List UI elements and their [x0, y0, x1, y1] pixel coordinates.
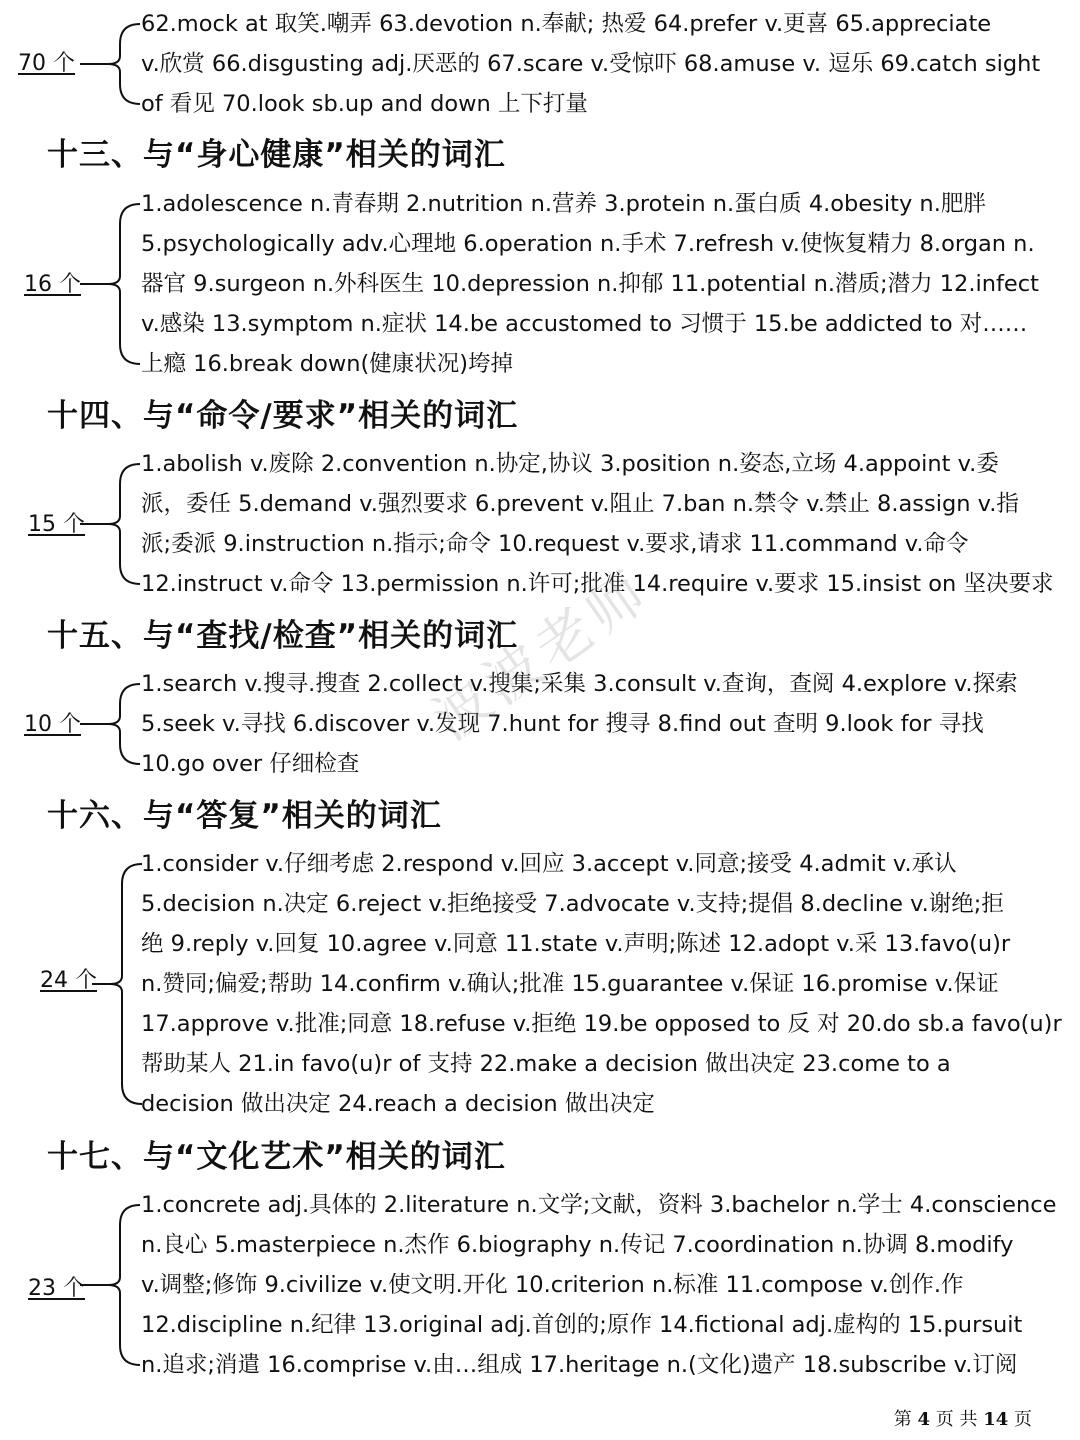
- vocab-line: v.欣赏 66.disgusting adj.厌恶的 67.scare v.受惊吓 68.amuse v. 逗乐 69.catch sight: [141, 51, 1041, 77]
- brace-icon: [78, 664, 142, 784]
- vocab-line: n.良心 5.masterpiece n.杰作 6.biography n.传记 7.coordination n.协调 8.modify: [141, 1232, 1014, 1258]
- vocab-lines: [141, 844, 1062, 1124]
- vocab-line: v.感染 13.symptom n.症状 14.be accustomed to 习惯于 15.be addicted to 对……: [141, 311, 1028, 337]
- footer-label-after: 页: [1014, 1409, 1032, 1430]
- brace-icon: [78, 184, 142, 384]
- brace-icon: [78, 444, 142, 604]
- vocab-line: 5.psychologically adv.心理地 6.operation n.手术 7.refresh v.使恢复精力 8.organ n.: [141, 231, 1035, 257]
- vocab-lines: [141, 4, 1040, 124]
- vocab-line: 绝 9.reply v.回复 10.agree v.同意 11.state v.声明;陈述 12.adopt v.采 13.favo(u)r: [141, 931, 1011, 957]
- vocab-line: 12.discipline n.纪律 13.original adj.首创的;原作 14.fictional adj.虚构的 15.pursuit: [141, 1312, 1023, 1338]
- vocab-line: 派;委派 9.instruction n.指示;命令 10.request v.要求,请求 11.command v.命令: [141, 531, 969, 557]
- vocab-lines: [141, 444, 1053, 604]
- word-count: 16 个: [24, 272, 81, 297]
- vocab-line: 器官 9.surgeon n.外科医生 10.depression n.抑郁 11.potential n.潜质;潜力 12.infect: [141, 271, 1039, 297]
- section-title-command: 十四、与“命令/要求”相关的词汇: [47, 398, 519, 434]
- brace-icon: [78, 1185, 142, 1385]
- vocab-line: decision 做出决定 24.reach a decision 做出决定: [141, 1091, 655, 1117]
- vocab-line: 1.abolish v.废除 2.convention n.协定,协议 3.position n.姿态,立场 4.appoint v.委: [141, 451, 999, 477]
- section-title-health: 十三、与“身心健康”相关的词汇: [47, 137, 506, 173]
- vocab-lines: [141, 664, 1018, 784]
- vocab-line: 12.instruct v.命令 13.permission n.许可;批准 14.require v.要求 15.insist on 坚决要求: [141, 571, 1054, 597]
- vocab-line: 5.seek v.寻找 6.discover v.发现 7.hunt for 搜寻 8.find out 查明 9.look for 寻找: [141, 711, 984, 737]
- vocab-line: 1.search v.搜寻.搜查 2.collect v.搜集;采集 3.consult v.查询，查阅 4.explore v.探索: [141, 671, 1018, 697]
- vocab-line: v.调整;修饰 9.civilize v.使文明.开化 10.criterion n.标准 11.compose v.创作.作: [141, 1272, 964, 1298]
- vocab-line: n.赞同;偏爱;帮助 14.confirm v.确认;批准 15.guarantee v.保证 16.promise v.保证: [141, 971, 999, 997]
- word-count: 10 个: [24, 712, 81, 737]
- word-count: 24 个: [40, 968, 97, 993]
- word-count: 70 个: [18, 51, 75, 76]
- footer-label-middle: 页 共: [935, 1409, 978, 1430]
- vocab-lines: [141, 1185, 1056, 1385]
- vocab-line: 派，委任 5.demand v.强烈要求 6.prevent v.阻止 7.ban n.禁令 v.禁止 8.assign v.指: [141, 491, 1019, 517]
- section-title-reply: 十六、与“答复”相关的词汇: [47, 798, 442, 834]
- vocab-line: 5.decision n.决定 6.reject v.拒绝接受 7.advocate v.支持;提倡 8.decline v.谢绝;拒: [141, 891, 1004, 917]
- word-count: 23 个: [28, 1276, 85, 1301]
- word-count: 15 个: [28, 512, 85, 537]
- brace-icon: [80, 844, 144, 1124]
- current-page-number: 4: [917, 1409, 930, 1430]
- vocab-line: n.追求;消遣 16.comprise v.由…组成 17.heritage n.(文化)遗产 18.subscribe v.订阅: [141, 1352, 1018, 1378]
- section-title-culture: 十七、与“文化艺术”相关的词汇: [47, 1139, 506, 1175]
- vocab-line: 10.go over 仔细检查: [141, 751, 360, 777]
- brace-icon: [78, 4, 142, 124]
- vocab-line: 1.consider v.仔细考虑 2.respond v.回应 3.accept v.同意;接受 4.admit v.承认: [141, 851, 957, 877]
- total-page-number: 14: [983, 1409, 1009, 1430]
- vocab-lines: [141, 184, 1039, 384]
- vocab-line: 1.adolescence n.青春期 2.nutrition n.营养 3.protein n.蛋白质 4.obesity n.肥胖: [141, 191, 986, 217]
- watermark: 波波老师: [421, 557, 663, 754]
- vocab-line: 上瘾 16.break down(健康状况)垮掉: [141, 351, 514, 377]
- vocab-line: 17.approve v.批准;同意 18.refuse v.拒绝 19.be opposed to 反 对 20.do sb.a favo(u)r: [141, 1011, 1062, 1037]
- vocab-line: of 看见 70.look sb.up and down 上下打量: [141, 91, 588, 117]
- vocab-line: 1.concrete adj.具体的 2.literature n.文学;文献，资料 3.bachelor n.学士 4.conscience: [141, 1192, 1057, 1218]
- page-number-footer: [894, 1408, 1032, 1432]
- section-title-search: 十五、与“查找/检查”相关的词汇: [47, 618, 519, 654]
- footer-label-before: 第: [893, 1409, 912, 1430]
- vocab-line: 62.mock at 取笑.嘲弄 63.devotion n.奉献; 热爱 64.prefer v.更喜 65.appreciate: [141, 11, 992, 37]
- vocab-line: 帮助某人 21.in favo(u)r of 支持 22.make a decision 做出决定 23.come to a: [141, 1051, 951, 1077]
